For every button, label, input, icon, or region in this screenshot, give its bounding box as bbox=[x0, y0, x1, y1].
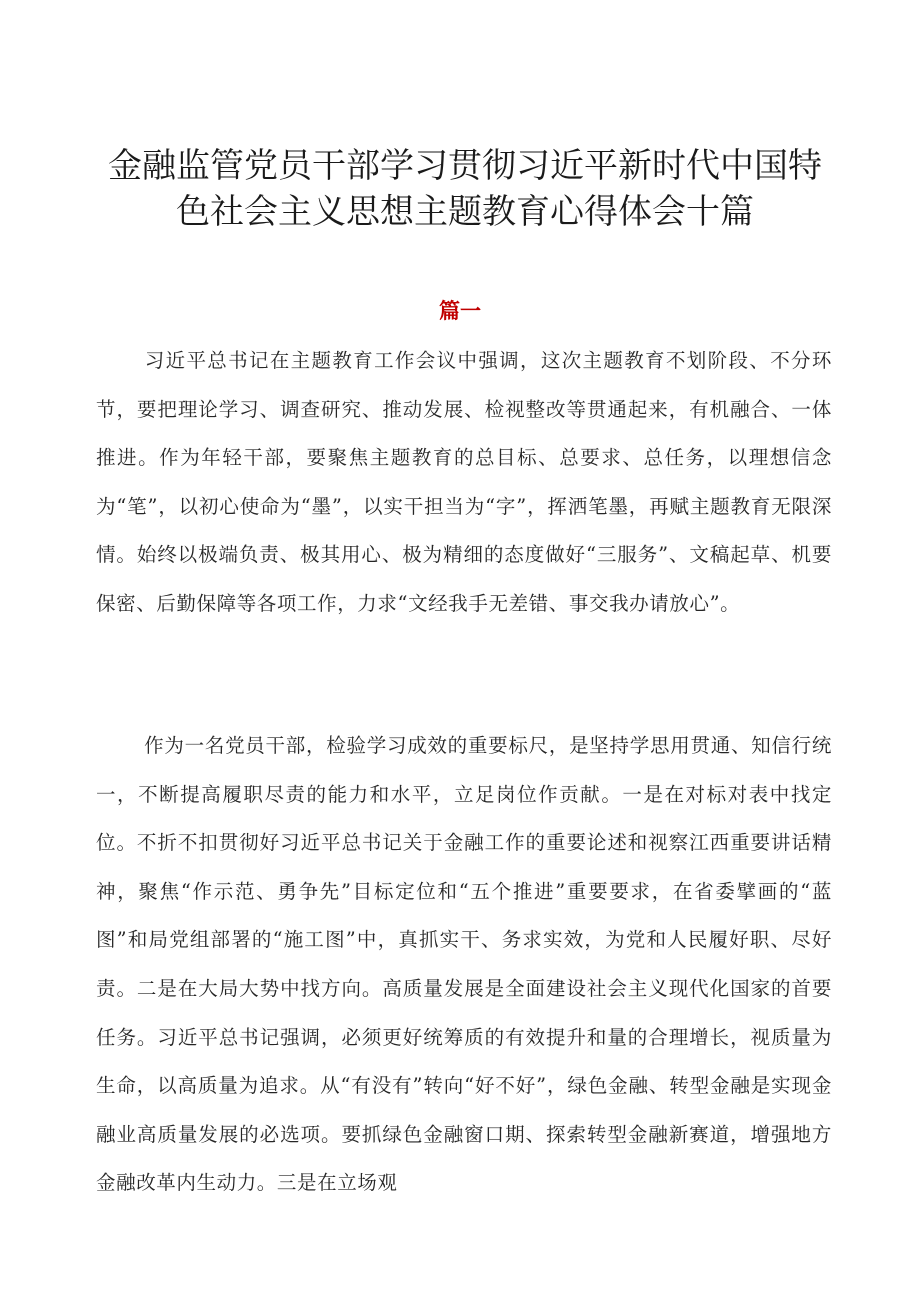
body-paragraph-1-text: 习近平总书记在主题教育工作会议中强调，这次主题教育不划阶段、不分环节，要把理论学习、调查研究、推动发展、检视整改等贯通起来，有机融合、一体推进。作为年轻干部，要聚焦主题教育的总目标、总要求、总任务，以理想信念为“笔”，以初心使命为“墨”，以实干担当为“字”，挥洒笔墨，再赋主题教育无限深情。始终以极端负责、极其用心、极为精细的态度做好“三服务”、文稿起草、机要保密、后勤保障等各项工作，力求“文经我手无差错、事交我办请放心”。 bbox=[96, 349, 832, 615]
body-paragraph-1 bbox=[96, 337, 832, 629]
section-heading: 篇一 bbox=[439, 299, 481, 323]
body-paragraph-2-text: 作为一名党员干部，检验学习成效的重要标尺，是坚持学思用贯通、知信行统一，不断提高履职尽责的能力和水平，立足岗位作贡献。一是在对标对表中找定位。不折不扣贯彻好习近平总书记关于金融工作的重要论述和视察江西重要讲话精神，聚焦“作示范、勇争先”目标定位和“五个推进”重要要求，在省委擘画的“蓝图”和局党组部署的“施工图”中，真抓实干、务求实效，为党和人民履好职、尽好责。二是在大局大势中找方向。高质量发展是全面建设社会主义现代化国家的首要任务。习近平总书记强调，必须更好统筹质的有效提升和量的合理增长，视质量为生命，以高质量为追求。从“有没有”转向“好不好”，绿色金融、转型金融是实现金融业高质量发展的必选项。要抓绿色金融窗口期、探索转型金融新赛道，增强地方金融改革内生动力。三是在立场观 bbox=[96, 734, 832, 1195]
document-title bbox=[95, 143, 835, 235]
document-title-line-1: 金融监管党员干部学习贯彻习近平新时代中国特 bbox=[108, 146, 822, 186]
document-title-line-2: 色社会主义思想主题教育心得体会十篇 bbox=[176, 192, 754, 232]
body-paragraph-2 bbox=[96, 722, 832, 1208]
